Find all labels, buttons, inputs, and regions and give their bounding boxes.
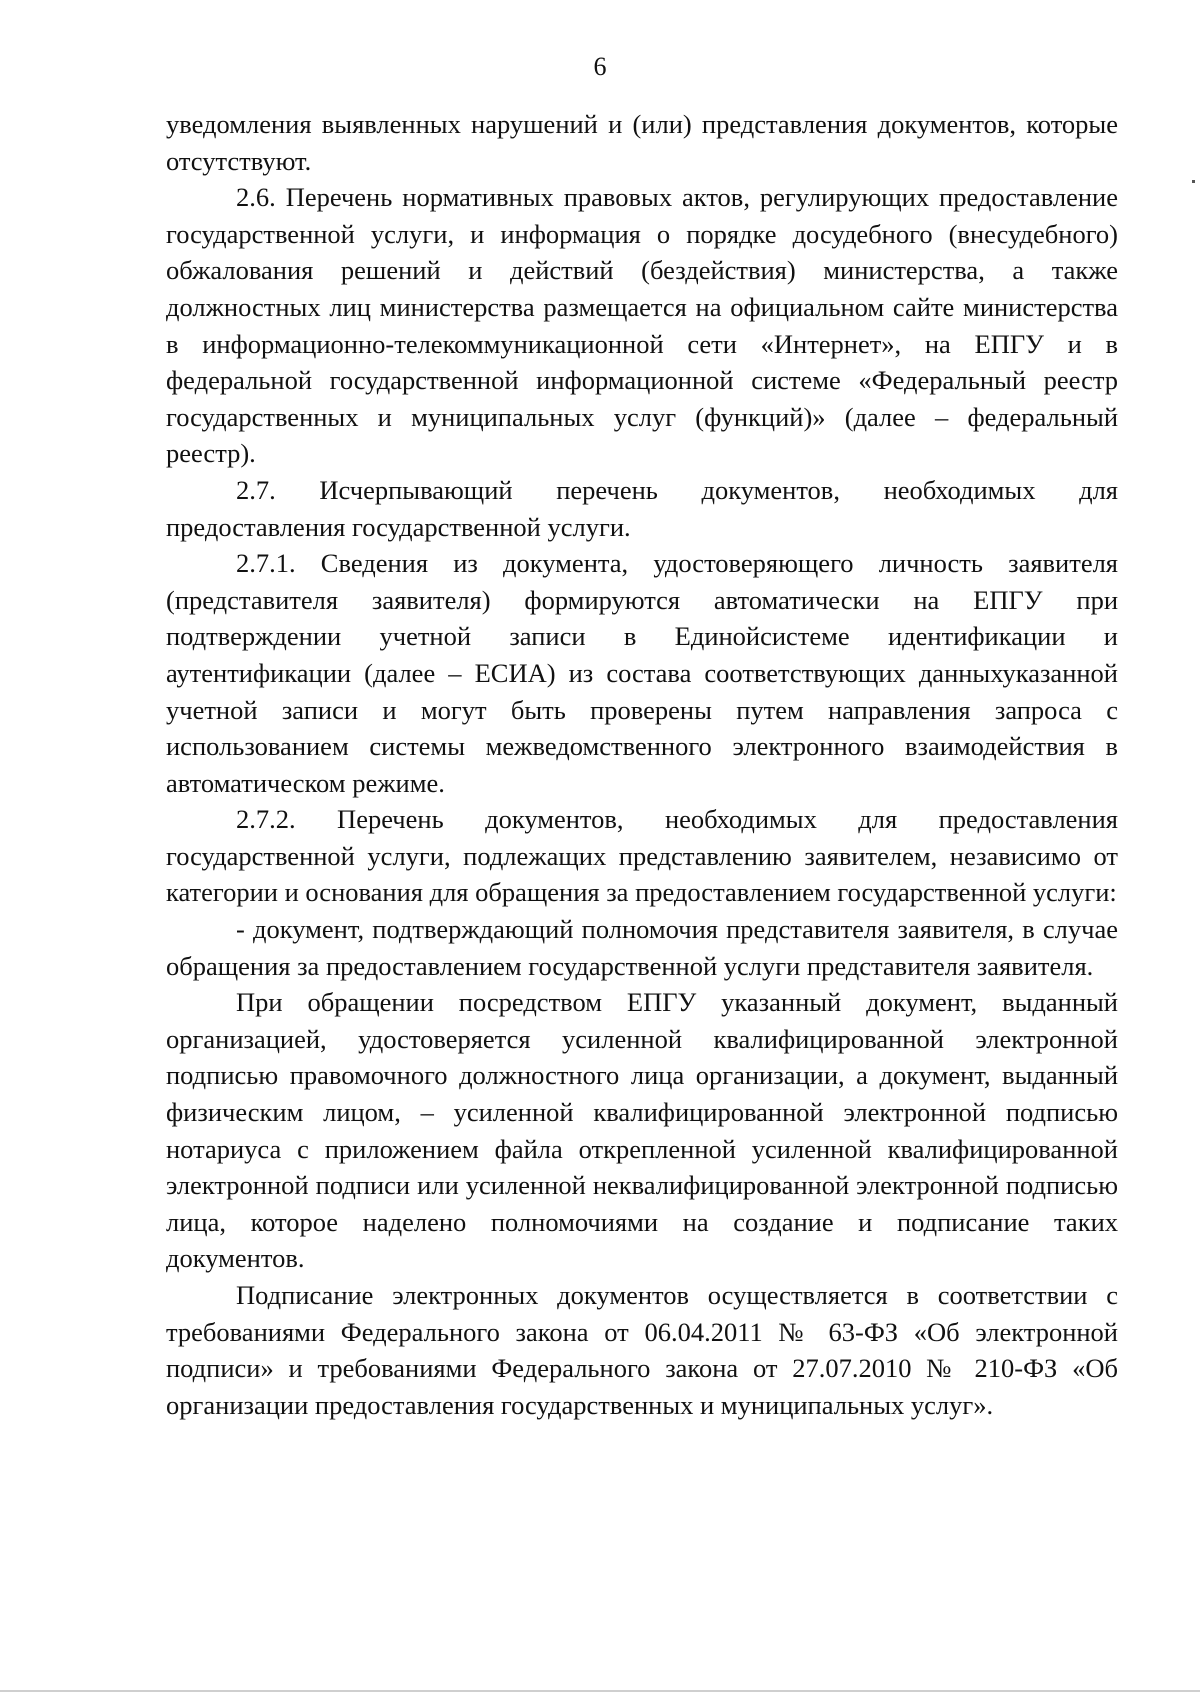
paragraph-2-6: 2.6. Перечень нормативных правовых актов, регулирующих предоставление государственной услуги, и информация о порядке досудебного (внесудебного) обжалования решений и действий (бездействия) министерства, а также должностных лиц министерства размещается на официальном сайте министерства в информационно-телекоммуникационной сети «Интернет», на ЕПГУ и в федеральной государственной информационной системе «Федеральный реестр государственных и муниципальных услуг (функций)» (далее – федеральный реестр). bbox=[166, 182, 1118, 469]
paragraph-2-7: 2.7. Исчерпывающий перечень документов, необходимых для предоставления государственной услуги. bbox=[166, 474, 1118, 542]
paragraph-signing-law: Подписание электронных документов осуществляется в соответствии с требованиями Федерального закона от 06.04.2011 № 63-ФЗ «Об электронной подписи» и требованиями Федерального закона от 27.07.2010 № 210-ФЗ «Об организации предоставления государственных и муниципальных услуг». bbox=[166, 1280, 1118, 1420]
paragraph-list-item: - документ, подтверждающий полномочия представителя заявителя, в случае обращения за предоставлением государственной услуги представителя заявителя. bbox=[166, 914, 1118, 981]
paragraph-2-7-1: 2.7.1. Сведения из документа, удостоверяющего личность заявителя (представителя заявителя) формируются автоматически на ЕПГУ при подтверждении учетной записи в Единойсистеме идентификации и аутентификации (далее – ЕСИА) из состава соответствующих данныхуказанной учетной записи и могут быть проверены путем направления запроса с использованием системы межведомственного электронного взаимодействия в автоматическом режиме. bbox=[166, 548, 1118, 798]
page-number: 6 bbox=[593, 52, 607, 81]
bottom-scan-edge bbox=[0, 1690, 1200, 1692]
paragraph-epgu-signature: При обращении посредством ЕПГУ указанный документ, выданный организацией, удостоверяется усиленной квалифицированной электронной подписью правомочного должностного лица организации, а документ, выданный физическим лицом, – усиленной квалифицированной электронной подписью нотариуса с приложением файла открепленной усиленной квалифицированной электронной подписи или усиленной неквалифицированной электронной подписью лица, которое наделено полномочиями на создание и подписание таких документов. bbox=[166, 987, 1118, 1274]
scan-mark bbox=[1192, 180, 1195, 183]
document-body bbox=[166, 106, 1118, 1423]
paragraph-2-7-2: 2.7.2. Перечень документов, необходимых для предоставления государственной услуги, подлежащих представлению заявителем, независимо от категории и основания для обращения за предоставлением государственной услуги: bbox=[166, 804, 1118, 908]
paragraph-continuation: уведомления выявленных нарушений и (или) представления документов, которые отсутствуют. bbox=[166, 109, 1118, 176]
